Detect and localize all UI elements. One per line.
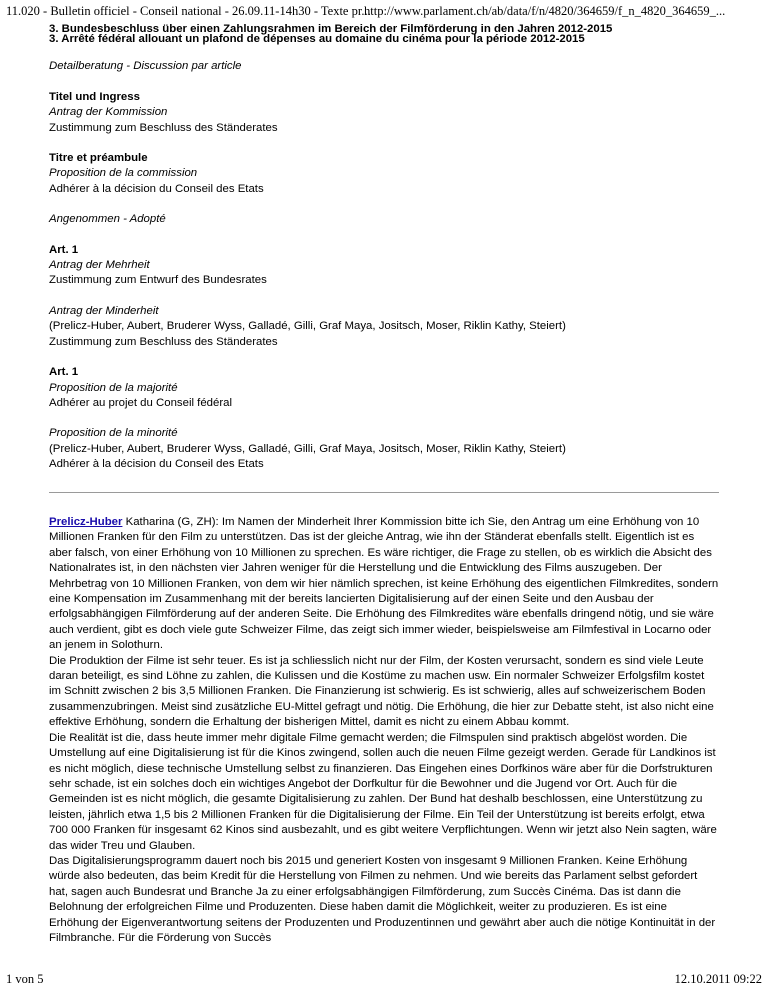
print-header [6,4,762,20]
minority-subheading: Antrag der Minderheit [49,304,159,317]
document-body [49,32,719,511]
minority-subheading: Proposition de la minorité [49,427,178,440]
block-heading: Titel und Ingress [49,90,140,103]
art1-de [49,243,719,289]
cut-off-title-line: 3. Bundesbeschluss über einen Zahlungsrahmen im Bereich der Filmförderung in den Jahren 2012-2015 [49,23,613,35]
article-heading: Art. 1 [49,243,79,256]
block-subheading: Proposition de la commission [49,167,198,180]
block-titel-ingress [49,90,719,136]
print-header-url: http://www.parlament.ch/ab/data/f/n/4820/364659/f_n_4820_364659_... [364,4,726,18]
speech-paragraph: Die Realität ist die, dass heute immer mehr digitale Filme gemacht werden; die Filmspulen sind praktisch abgelöst worden. Die Umstellung auf eine Digitalisierung ist für die Kinos zwingend, sollen auch die neuen Filme gezeigt werden. Gerade für Landkinos ist es nicht möglich, diese technische Umstellung selbst zu finanzieren. Das Eingehen eines Dorfkinos wäre aber für die Dorfstrukturen sehr schade, ist ein solches doch ein wichtiges Angebot der Dorfkultur für die Bewohner und die Jugend vor Ort. Auch für die Gemeinden ist es nicht möglich, die gesamte Digitalisierung zu zahlen. Der Bund hat deshalb beschlossen, eine Unterstützung zu leisten, jährlich etwa 1,5 bis 2 Millionen Franken für die Digitalisierung der Filme. Ein Teil der Unterstützung ist bereits erfolgt, etwa 700 000 Franken für insgesamt 62 Kinos sind ausbezahlt, und es gibt weitere Verpflichtungen. Wenn wir jetzt also Nein sagten, wäre das wider Treu und Glauben. [49,731,717,852]
minority-members: (Prelicz-Huber, Aubert, Bruderer Wyss, Galladé, Gilli, Graf Maya, Jositsch, Moser, Riklin Kathy, Steiert) [49,442,566,455]
speech-paragraph: Die Produktion der Filme ist sehr teuer. Es ist ja schliesslich nicht nur der Film, der Kosten verursacht, sondern es sind viele Leute daran beteiligt, es sind Löhne zu zahlen, die Kulissen und die Kostüme zu machen usw. Ein normaler Schweizer Erfolgsfilm kostet im Schnitt zwischen 2 bis 3,5 Millionen Franken. Die Finanzierung ist schwierig. Es ist schwierig, alles auf schweizerischem Boden zusammenzubringen. Meist sind zusätzliche EU-Mittel gefragt und nötig. Die Erhöhung, die hier zur Debatte steht, ist also nicht eine effektive Erhöhung, sondern die Erhaltung der bisherigen Mittel, damit es nicht zu einem Abbau kommt. [49,654,714,729]
art1-fr-minority [49,426,719,472]
block-titre-preambule [49,151,719,197]
speech-intro: Katharina (G, ZH): Im Namen der Minderheit Ihrer Kommission bitte ich Sie, den Antrag um eine Erhöhung von 10 Millionen Franken für den Film zu unterstützen. Das ist der gleiche Antrag, wie ihn der Ständerat ebenfalls stellt. Eigentlich ist es aber falsch, von einer Erhöhung von 10 Millionen zu sprechen. Es wäre richtiger, die Frage zu stellen, ob es wirklich die Absicht des Nationalrates ist, in den nächsten vier Jahren weniger für die Herstellung und die Entwicklung des Films auszugeben. Der Mehrbetrag von 10 Millionen Franken, von dem wir hier nämlich sprechen, ist keine Erhöhung des eigentlichen Filmkredites, sondern eine Kompensation im Zusammenhang mit der bereits lancierten Digitalisierung auf der einen Seite und den Ausbau der erfolgsabhängigen Filmförderung auf der anderen Seite. Die Erhöhung des Filmkredites wäre ebenfalls dringend nötig, und sie wäre auch verdient, gibt es doch viele gute Schweizer Filme, das zeigt sich immer wieder, beispielsweise am Filmfestival in Locarno oder an jenem in Solothurn. [49,516,719,652]
majority-text: Zustimmung zum Entwurf des Bundesrates [49,274,267,287]
speech-paragraph: Das Digitalisierungsprogramm dauert noch bis 2015 und generiert Kosten von insgesamt 9 Millionen Franken. Keine Erhöhung würde also bedeuten, das beim Kredit für die Herstellung von Filmen zu nehmen. Und wie bereits das Parlament selbst gefordert hat, sagen auch Bundesrat und Branche Ja zu einer erfolgsabhängigen Filmförderung, zum Succès Cinéma. Das ist dann die Belohnung der erfolgreichen Filme und Produzenten. Diese haben damit die Möglichkeit, weiter zu produzieren. Es ist eine Erhöhung der Eigenverantwortung seitens der Produzenten und Produzentinnen und gewährt aber auch die nötige Kontinuität in der Filmbranche. Für die Förderung von Succès [49,854,716,944]
section-divider [49,492,719,493]
block-subheading: Antrag der Kommission [49,106,168,119]
print-footer [6,972,762,988]
page-number: 1 von 5 [6,972,44,986]
print-header-title: 11.020 - Bulletin officiel - Conseil national - 26.09.11-14h30 - Texte pr... [6,4,371,18]
block-text: Adhérer à la décision du Conseil des Etats [49,182,264,195]
art1-de-minority [49,304,719,350]
adopted-line: Angenommen - Adopté [49,213,166,226]
block-text: Zustimmung zum Beschluss des Ständerates [49,121,278,134]
speech-paragraph [49,515,719,654]
minority-text: Adhérer à la décision du Conseil des Etats [49,458,264,471]
majority-subheading: Antrag der Mehrheit [49,259,150,272]
majority-text: Adhérer au projet du Conseil fédéral [49,396,232,409]
speaker-link[interactable]: Prelicz-Huber [49,516,123,528]
minority-text: Zustimmung zum Beschluss des Ständerates [49,335,278,348]
decree-title: 3. Arrêté fédéral allouant un plafond de dépenses au domaine du cinéma pour la période 2012-2015 [49,33,585,45]
print-date: 12.10.2011 09:22 [674,972,762,986]
detail-discussion: Detailberatung - Discussion par article [49,60,242,73]
article-heading: Art. 1 [49,366,79,379]
majority-subheading: Proposition de la majorité [49,381,178,394]
art1-fr [49,365,719,411]
minority-members: (Prelicz-Huber, Aubert, Bruderer Wyss, Galladé, Gilli, Graf Maya, Jositsch, Moser, Riklin Kathy, Steiert) [49,320,566,333]
speech-section [49,515,719,957]
block-heading: Titre et préambule [49,152,148,165]
